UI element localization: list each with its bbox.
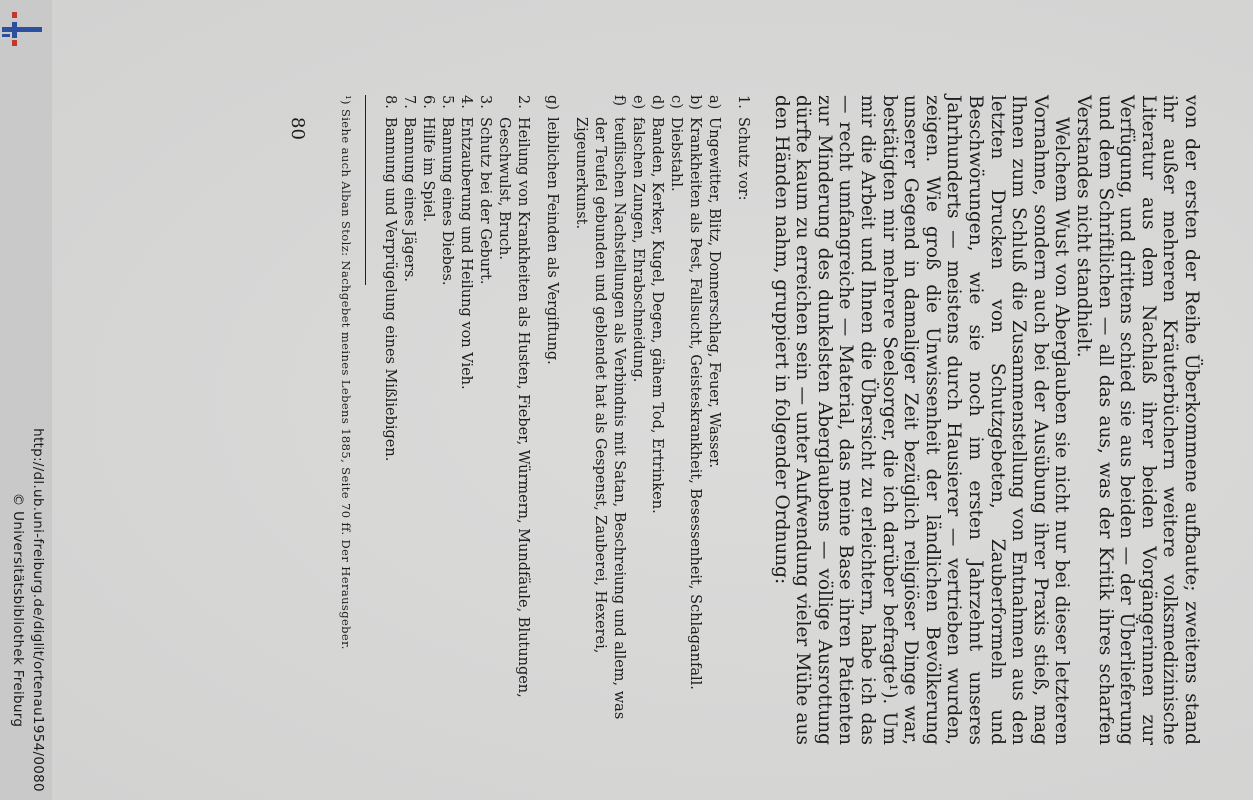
paragraph-1: von der ersten der Reihe Überkommene aufbaute; zweitens stand ihr außer mehreren Kräuterbüchern weitere volksmedizinische Literatur aus dem Nachlaß ihrer beiden Vorgängerinnen zur Verfügung, und drittens schied sie aus beiden — der Überlieferung und dem Schriftlichen — all das aus, was der Kritik ihres scharfen Verstandes nicht standhielt. — [1073, 95, 1202, 745]
list-item: 3. Schutz bei der Geburt. — [477, 95, 494, 285]
footnote: ¹) Siehe auch Alban Stolz: Nachgebet meines Lebens 1885, Seite 70 ff. Der Herausgeber. — [339, 95, 354, 650]
footnote-divider — [365, 95, 366, 285]
list-item: e) falschen Zungen, Ehrabschneidung. — [630, 95, 647, 383]
list-item: 6. Hilfe im Spiel. — [420, 95, 437, 223]
list-item: d) Banden, Kerker, Kugel, Degen, gähem Tod, Ertrinken. — [649, 95, 666, 514]
page-content — [287, 95, 1202, 745]
paragraph-2: Welchem Wust von Aberglauben sie nicht nur bei dieser letzteren Vornahme, sondern auch bei der Ausübung ihrer Praxis stieß, mag Ihnen zum Schluß die Zusammenstellung von Entnahmen aus den letzten Drucken von Schutzgebeten, Zauberformeln und Beschwörungen, wie sie noch im ersten Jahrzehnt unseres Jahrhunderts — meistens durch Hausierer — vertrieben wurden, zeigen. Wie groß die Unwissenheit der ländlichen Bevölkerung unserer Gegend in damaliger Zeit bezüglich religiöser Dinge war, bestätigten mir mehrere Seelsorger, die ich darüber befragte¹). Um mir die Arbeit und Ihnen die Übersicht zu erleichtern, habe ich das — recht umfangreiche — Material, das meine Base ihren Patienten zur Minderung des dunkelsten Aberglaubens — völlige Ausrottung dürfte kaum zu erreichen sein — unter Aufwendung vieler Mühe aus den Händen nahm, gruppiert in folgender Ordnung: — [770, 95, 1073, 745]
list-item: b) Krankheiten als Pest, Fallsucht, Geisteskrankheit, Besessenheit, Schlaganfall. — [687, 95, 704, 690]
source-url[interactable]: http://dl.ub.uni-freiburg.de/diglit/ortenau1954/0080 — [30, 428, 46, 792]
list-item: 4. Entzauberung und Heilung von Vieh. — [458, 95, 475, 390]
copyright-notice: © Universitätsbibliothek Freiburg — [10, 492, 26, 728]
page-number: 80 — [287, 117, 309, 140]
list-item: c) Diebstahl. — [668, 95, 685, 192]
list-item: 7. Bannung eines Jägers. — [401, 95, 418, 283]
library-logo-icon — [2, 10, 42, 50]
scanned-page — [52, 0, 1253, 800]
list-item: 1. Schutz vor: — [735, 95, 752, 201]
list-item: 8. Bannung und Verprügelung eines Mißliebigen. — [382, 95, 399, 462]
list-item: 2. Heilung von Krankheiten als Husten, Fieber, Würmern, Mundfäule, Blutungen, Geschwulst, Bruch. — [496, 95, 532, 698]
list-item: g) leiblichen Feinden als Vergiftung. — [544, 95, 561, 365]
enumeration-list — [380, 95, 752, 745]
viewer-sidebar — [0, 0, 53, 800]
list-item: a) Ungewitter, Blitz, Donnerschlag, Feuer, Wasser. — [706, 95, 723, 469]
list-item: f) teuflischen Nachstellungen als Verbindnis mit Satan, Beschreiung und allem, was der Teufel gebunden und geblendet hat als Gespenst, Zauberei, Hexerei, Zigeunerkunst. — [573, 95, 628, 720]
list-item: 5. Bannung eines Diebes. — [439, 95, 456, 286]
